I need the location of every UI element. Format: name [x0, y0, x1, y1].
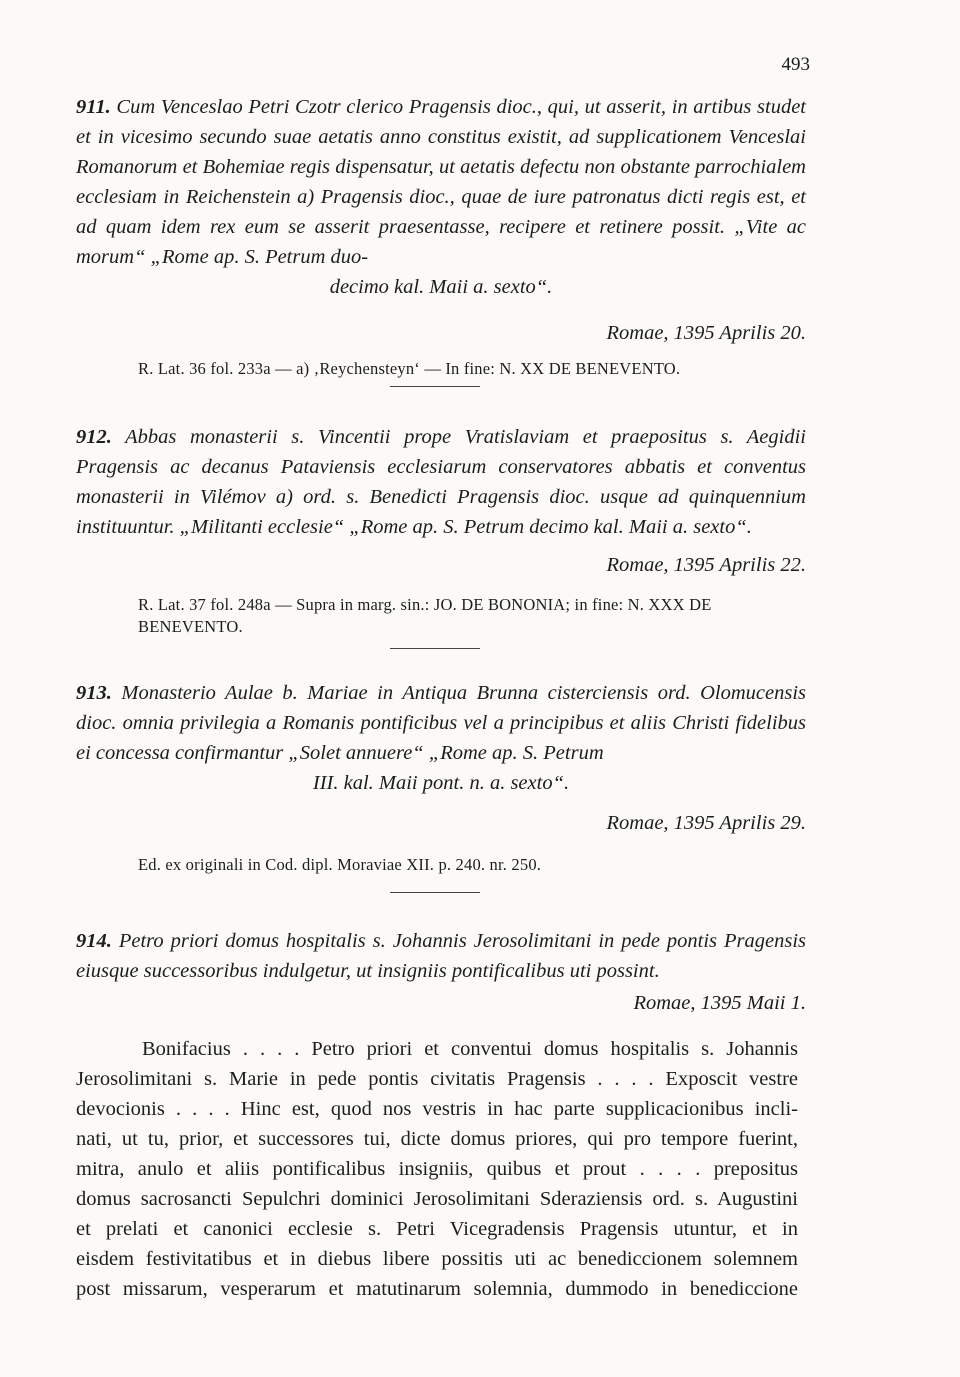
entry-912 — [76, 422, 806, 638]
entry-number: 913. — [76, 682, 112, 704]
entry-regest — [76, 92, 806, 302]
entry-note: R. Lat. 37 fol. 248a — Supra in marg. sin.: JO. DE BONONIA; in fine: N. XXX DE BENEVENTO. — [138, 595, 712, 636]
entry-date: Romae, 1395 Aprilis 22. — [606, 554, 806, 576]
entry-date: Romae, 1395 Aprilis 20. — [606, 322, 806, 344]
page-number: 493 — [781, 54, 810, 75]
entry-914 — [76, 926, 806, 1018]
body-line: devocionis . . . . Hinc est, quod nos vestris in hac parte supplicacionibus incli- — [76, 1098, 798, 1120]
entry-text: Abbas monasterii s. Vincentii prope Vratislaviam et praepositus s. Aegidii Pragensis ac decanus Pataviensis ecclesiarum conservatores abbatis et conventus monasterii in Vilémov a) ord. s. Benedicti Pragensis dioc. usque ad quinquennium instituuntur. „Militanti ecclesie“ „Rome ap. S. Petrum decimo kal. Maii a. sexto“. — [76, 426, 806, 538]
entry-note: R. Lat. 36 fol. 233a — a) ‚Reychensteyn‘ — In fine: N. XX DE BENEVENTO. — [138, 359, 681, 378]
entry-911 — [76, 92, 806, 380]
body-line: mitra, anulo et aliis pontificalibus insigniis, quibus et prout . . . . prepositus — [76, 1158, 798, 1180]
entry-regest — [76, 422, 806, 542]
body-line: Bonifacius . . . . Petro priori et conventui domus hospitalis s. Johannis — [142, 1038, 798, 1060]
body-line: domus sacrosancti Sepulchri dominici Jerosolimitani Sderaziensis ord. s. Augustini — [76, 1188, 798, 1210]
entry-date: Romae, 1395 Maii 1. — [633, 992, 806, 1014]
body-line: nati, ut tu, prior, et successores tui, dicte domus priores, qui pro tempore fuerint, — [76, 1128, 798, 1150]
entry-text: Monasterio Aulae b. Mariae in Antiqua Brunna cisterciensis ord. Olomucensis dioc. omnia privilegia a Romanis pontificibus vel a principibus et aliis Christi fidelibus ei concessa confirmantur „Solet annuere“ „Rome ap. S. Petrum — [76, 682, 806, 764]
entry-regest — [76, 926, 806, 986]
entry-last-line: III. kal. Maii pont. n. a. sexto“. — [312, 772, 570, 794]
entry-note: Ed. ex originali in Cod. dipl. Moraviae XII. p. 240. nr. 250. — [138, 855, 542, 874]
separator-rule — [390, 648, 480, 649]
entry-date: Romae, 1395 Aprilis 29. — [606, 812, 806, 834]
body-line: Jerosolimitani s. Marie in pede pontis civitatis Pragensis . . . . Exposcit vestre — [76, 1068, 798, 1090]
entry-number: 912. — [76, 426, 112, 448]
separator-rule — [390, 386, 480, 387]
entry-913 — [76, 678, 806, 876]
body-line: post missarum, vesperarum et matutinarum solemnia, dummodo in benediccione — [76, 1278, 798, 1300]
document-body-text — [76, 1034, 798, 1304]
entry-text: Petro priori domus hospitalis s. Johannis Jerosolimitani in pede pontis Pragensis eiusque successoribus indulgetur, ut insigniis pontificalibus uti possint. — [76, 930, 806, 982]
entry-regest — [76, 678, 806, 798]
entry-last-line: decimo kal. Maii a. sexto“. — [329, 276, 553, 298]
entry-number: 914. — [76, 930, 112, 952]
body-line: et prelati et canonici ecclesie s. Petri Vicegradensis Pragensis utuntur, et in — [76, 1218, 798, 1240]
separator-rule — [390, 892, 480, 893]
body-line: eisdem festivitatibus et in diebus libere possitis uti ac benediccionem solemnem — [76, 1248, 798, 1270]
entry-number: 911. — [76, 96, 111, 118]
entry-text: Cum Venceslao Petri Czotr clerico Pragensis dioc., qui, ut asserit, in artibus studet et in vicesimo secundo suae aetatis anno constitus existit, ad supplicationem Venceslai Romanorum et Bohemiae regis dispensatur, ut aetatis defectu non obstante parrochialem ecclesiam in Reichenstein a) Pragensis dioc., quae de iure patronatus dicti regis est, et ad quam idem rex eum se asserit praesentasse, recipere et retinere possit. „Vite ac morum“ „Rome ap. S. Petrum duo- — [76, 96, 807, 268]
